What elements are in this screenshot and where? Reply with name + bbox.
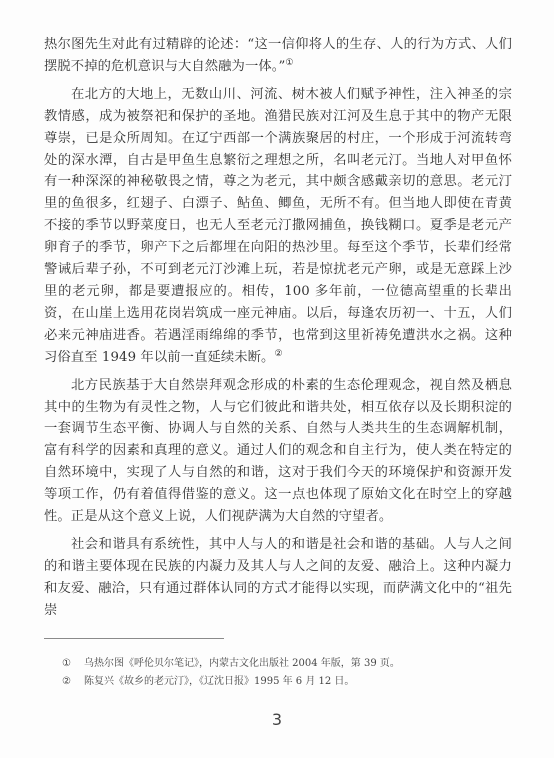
footnote-ref-1[interactable]: ① xyxy=(285,57,294,68)
page-number: 3 xyxy=(271,710,283,729)
footnote-2-mark: ② xyxy=(62,676,71,687)
footnote-2-text: 陈复兴《故乡的老元汀》，《辽沈日报》1995 年 6 月 12 日。 xyxy=(84,676,355,687)
footnote-1-text: 乌热尔图《呼伦贝尔笔记》，内蒙古文化出版社 2004 年版，第 39 页。 xyxy=(84,658,400,669)
paragraph-1-text: 热尔图先生对此有过精辟的论述：“这一信仰将人的生存、人的行为方式、人们摆脱不掉的危机意识与大自然融为一体。” xyxy=(44,37,512,74)
paragraph-4 xyxy=(44,534,512,622)
paragraph-1 xyxy=(44,34,512,78)
paragraph-4-text: 社会和谐具有系统性，其中人与人的和谐是社会和谐的基础。人与人之间的和谐主要体现在民族的内凝力及其人与人之间的友爱、融洽上。这种内凝力和友爱、融洽，只有通过群体认同的方式才能得以实现，而萨满文化中的“祖先崇 xyxy=(44,536,512,618)
paragraph-2-text: 在北方的大地上，无数山川、河流、树木被人们赋予神性，注入神圣的宗教情感，成为被祭祀和保护的圣地。渔猎民族对江河及生息于其中的物产无限尊崇，已是众所周知。在辽宁西部一个满族聚居的村庄，一个形成于河流转弯处的深水潭，自古是甲鱼生息繁衍之理想之所，名叫老元汀。当地人对甲鱼怀有一种深深的神秘敬畏之情，尊之为老元，其中颇含感戴亲切的意思。老元汀里的鱼很多，红翅子、白漂子、鲇鱼、鲫鱼，无所不有。但当地人即使在青黄不接的季节以野菜度日，也无人至老元汀撒网捕鱼，换钱糊口。夏季是老元产卵育子的季节，卵产下之后都埋在向阳的热沙里。每至这个季节，长辈们经常警诫后辈子孙，不可到老元汀沙滩上玩，若是惊扰老元产卵，或是无意踩上沙里的老元卵，都是要遭报应的。相传，100 多年前，一位德高望重的长辈出资，在山崖上选用花岗岩筑成一座元神庙。以后，每逢农历初一、十五，人们必来元神庙进香。若遇淫雨绵绵的季节，也常到这里祈祷免遭洪水之祸。这种习俗直至 1949 年以前一直延续未断。 xyxy=(44,86,512,365)
footnote-2 xyxy=(62,673,512,691)
paragraph-3-text: 北方民族基于大自然崇拜观念形成的朴素的生态伦理观念，视自然及栖息其中的生物为有灵性之物，人与它们彼此和谐共处，相互依存以及长期积淀的一套调节生态平衡、协调人与自然的关系、自然与人类共生的生态调解机制，富有科学的因素和真理的意义。通过人们的观念和自主行为，使人类在特定的自然环境中，实现了人与自然的和谐，这对于我们今天的环境保护和资源开发等项工作，仍有着值得借鉴的意义。这一点也体现了原始文化在时空上的穿越性。正是从这个意义上说，人们视萨满为大自然的守望者。 xyxy=(44,377,512,525)
paragraph-2 xyxy=(44,84,512,369)
body-text xyxy=(44,34,512,622)
footnote-1-mark: ① xyxy=(62,658,71,669)
footnote-ref-2[interactable]: ② xyxy=(274,348,283,359)
footnotes xyxy=(62,655,512,691)
footnote-divider xyxy=(44,638,224,639)
footnote-1 xyxy=(62,655,512,673)
paragraph-3 xyxy=(44,375,512,528)
